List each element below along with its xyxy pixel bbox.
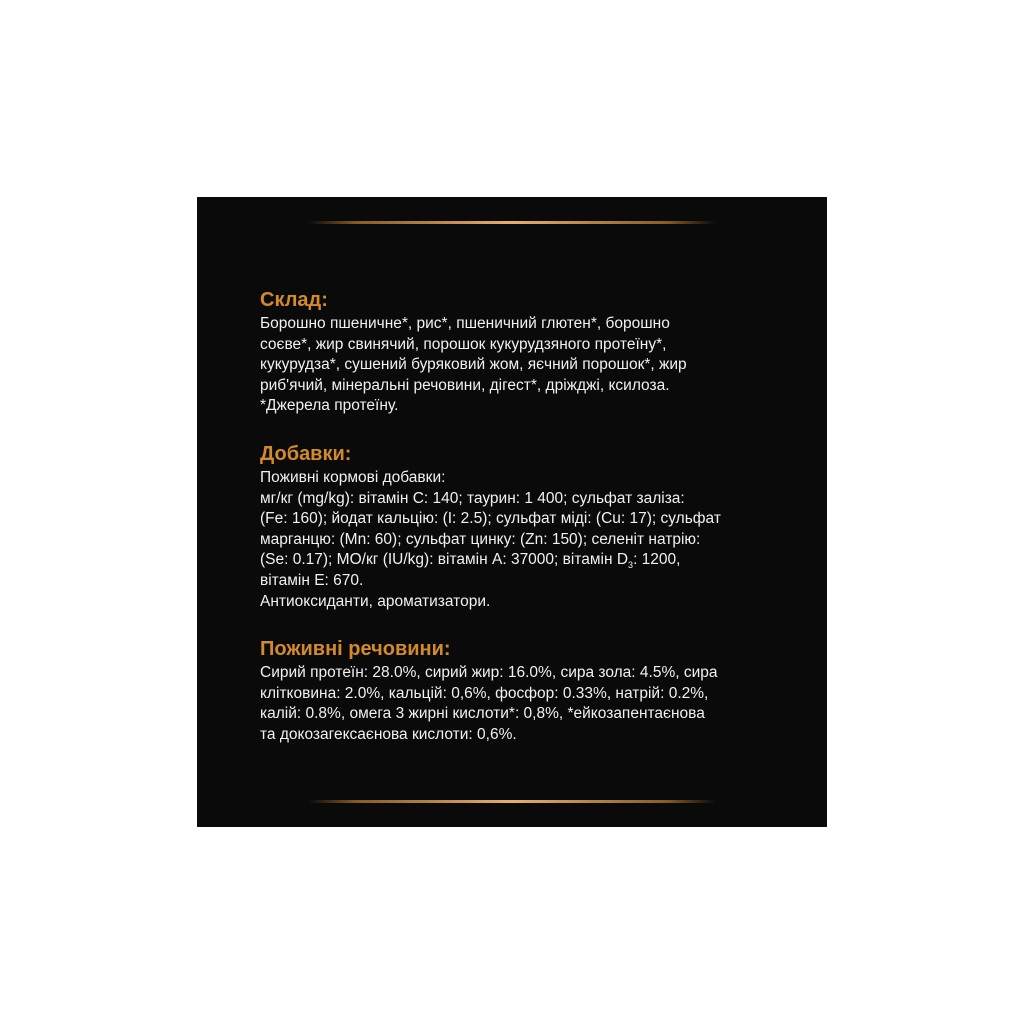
card-content bbox=[260, 287, 780, 746]
nutrients-line: Сирий протеїн: 28.0%, сирий жир: 16.0%, сира зола: 4.5%, сира bbox=[260, 664, 718, 682]
nutrients-section bbox=[260, 636, 780, 745]
nutrients-heading: Поживні речовини: bbox=[260, 638, 451, 661]
top-gold-divider bbox=[308, 221, 716, 224]
bottom-gold-divider bbox=[308, 800, 716, 803]
composition-line: Борошно пшеничне*, рис*, пшеничний глютен*, борошно bbox=[260, 315, 670, 332]
nutrients-line: калій: 0.8%, омега 3 жирні кислоти*: 0,8%, *ейкозапентаєнова bbox=[260, 705, 705, 723]
vitamin-d-subscript: 3 bbox=[628, 560, 634, 571]
nutrients-line: клітковина: 2.0%, кальцій: 0,6%, фосфор: 0.33%, натрій: 0.2%, bbox=[260, 684, 709, 702]
nutrients-line: та докозагексаєнова кислоти: 0,6%. bbox=[260, 725, 517, 743]
additives-line: мг/кг (mg/kg): вітамін С: 140; таурин: 1 400; сульфат заліза: bbox=[260, 489, 685, 507]
additives-line-text: (Se: 0.17); МО/кг (IU/kg): вітамін А: 37000; вітамін D bbox=[260, 551, 629, 569]
composition-line: риб'ячий, мінеральні речовини, дігест*, дріжджі, ксилоза. bbox=[260, 376, 670, 394]
composition-heading: Склад: bbox=[260, 289, 328, 311]
composition-line: кукурудза*, сушений буряковий жом, яєчний порошок*, жир bbox=[260, 356, 687, 374]
additives-section bbox=[260, 441, 780, 612]
additives-line: Поживні кормові добавки: bbox=[260, 468, 446, 486]
additives-line-vitamin-d bbox=[260, 550, 780, 571]
additives-line: вітамін Е: 670. bbox=[260, 571, 364, 589]
nutrition-card bbox=[197, 197, 827, 827]
composition-line: соєве*, жир свинячий, порошок кукурудзяного протеїну*, bbox=[260, 335, 667, 353]
additives-heading: Добавки: bbox=[260, 442, 352, 465]
additives-line: (Fe: 160); йодат кальцію: (I: 2.5); сульфат міді: (Cu: 17); сульфат bbox=[260, 510, 721, 528]
composition-footnote: *Джерела протеїну. bbox=[260, 397, 399, 415]
additives-line-text: : 1200, bbox=[633, 551, 681, 569]
additives-line: марганцю: (Mn: 60); сульфат цинку: (Zn: 150); селеніт натрію: bbox=[260, 530, 701, 548]
additives-line: Антиоксиданти, ароматизатори. bbox=[260, 592, 491, 610]
composition-section bbox=[260, 287, 780, 417]
